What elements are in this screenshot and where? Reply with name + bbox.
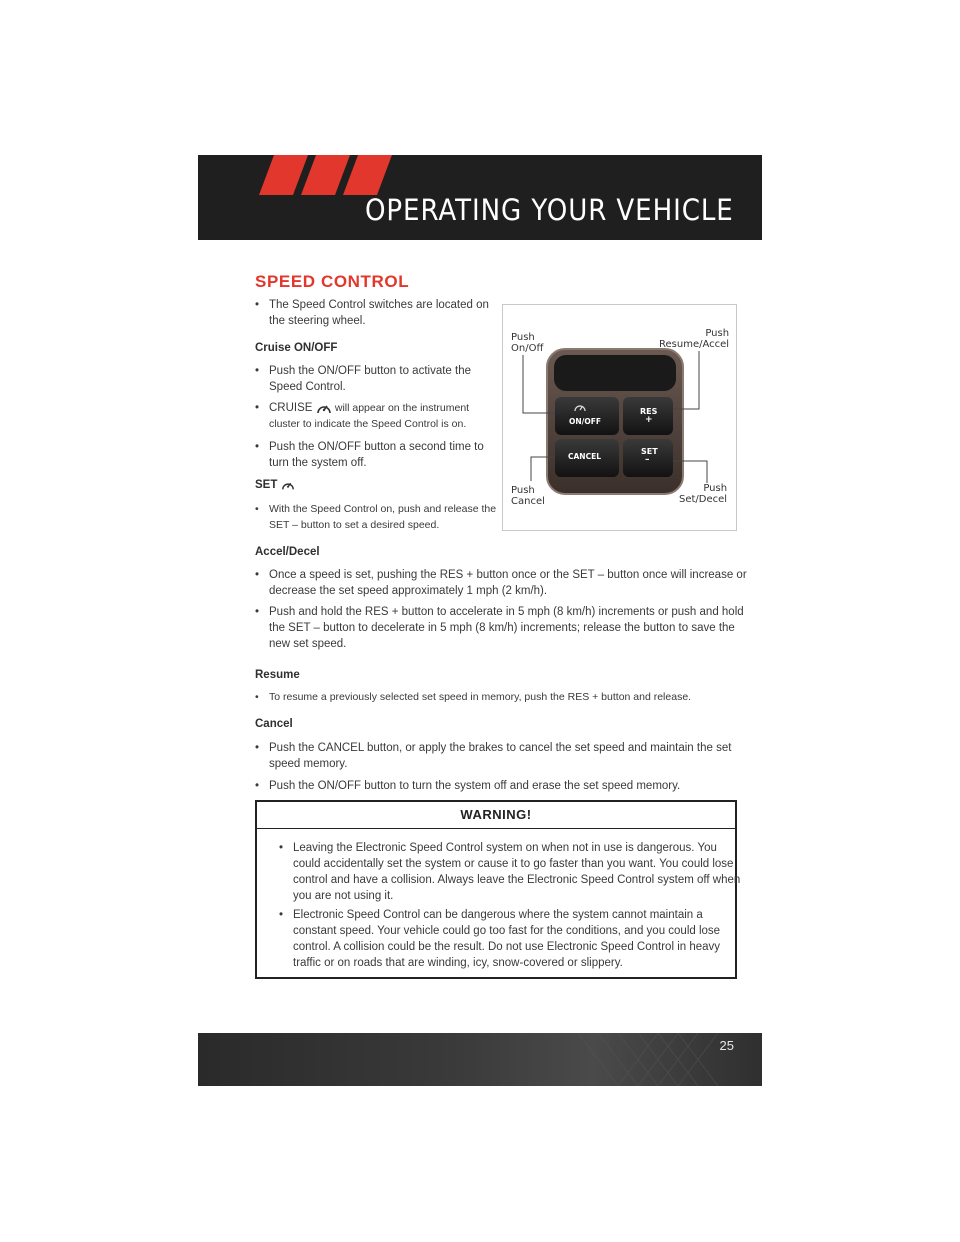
section-title: SPEED CONTROL (255, 272, 410, 291)
push-cancel-callout: Push Cancel (511, 485, 545, 507)
warning-item-2: • Electronic Speed Control can be dangerous where the system cannot maintain a constant speed. Your vehicle could go too fast for the conditions, and you could lose control. A collision could be the result. Do not use Electronic Speed Control in heavy traffic or on roads that are winding, icy, snow-covered or slippery. (279, 907, 741, 971)
header-title: OPERATING YOUR VEHICLE (365, 193, 734, 227)
on-off-button-label: ON/OFF (569, 417, 602, 426)
res-button-label: RES (640, 407, 658, 416)
speed-control-switch-figure (502, 304, 737, 531)
cancel-item-2: • Push the ON/OFF button to turn the system off and erase the set speed memory. (255, 778, 749, 794)
set-speedometer-icon (281, 478, 295, 492)
cruise-word: CRUISE (269, 402, 313, 414)
warning-title: WARNING! (257, 802, 735, 829)
warning-box (255, 800, 741, 979)
set-heading: SET (255, 477, 295, 493)
warning-item-1: • Leaving the Electronic Speed Control system on when not in use is dangerous. You could accidentally set the system or cause it to go faster than you want. You could lose control and have a collision. Always leave the Electronic Speed Control system off when you are not using it. (279, 840, 741, 904)
resume-heading: Resume (255, 669, 300, 681)
page-footer (198, 1033, 762, 1086)
cruise-item-text: will appear on the instrument cluster to indicate the Speed Control is on. (269, 402, 470, 430)
push-resume-callout: Push Resume/Accel (659, 328, 730, 350)
set-minus-label: – (645, 455, 650, 465)
cancel-button-label: CANCEL (568, 452, 601, 461)
cruise-onoff-item-1: • Push the ON/OFF button to activate the Speed Control. (255, 363, 501, 395)
page-header (198, 155, 762, 240)
cruise-onoff-heading: Cruise ON/OFF (255, 342, 338, 354)
set-button-label: SET (641, 447, 658, 456)
accel-decel-item-2: • Push and hold the RES + button to accelerate in 5 mph (8 km/h) increments or push and hold the SET – button to decelerate in 5 mph (8 km/h) increments; release the button to save the new set speed. (255, 604, 749, 652)
footer-grille-decoration (198, 1033, 762, 1086)
resume-item: • To resume a previously selected set speed in memory, push the RES + button and release. (255, 689, 749, 705)
cruise-onoff-item-3: • Push the ON/OFF button a second time to turn the system off. (255, 439, 501, 471)
cruise-speedometer-icon (316, 401, 332, 415)
intro-bullet: • The Speed Control switches are located on the steering wheel. (255, 297, 501, 329)
push-onoff-callout: Push On/Off (511, 332, 544, 354)
accel-decel-item-1: • Once a speed is set, pushing the RES + button once or the SET – button once will increase or decrease the set speed approximately 1 mph (2 km/h). (255, 567, 749, 599)
cruise-onoff-item-2 (255, 400, 501, 432)
cancel-item-1: • Push the CANCEL button, or apply the brakes to cancel the set speed and maintain the set speed memory. (255, 740, 749, 772)
red-stripes-decoration (198, 155, 398, 195)
accel-decel-heading: Accel/Decel (255, 546, 320, 558)
cancel-heading: Cancel (255, 718, 293, 730)
set-item: • With the Speed Control on, push and release the SET – button to set a desired speed. (255, 501, 501, 533)
push-set-decel-callout: Push Set/Decel (679, 483, 728, 505)
res-plus-label: + (645, 415, 653, 425)
page-number: 25 (719, 1038, 734, 1053)
